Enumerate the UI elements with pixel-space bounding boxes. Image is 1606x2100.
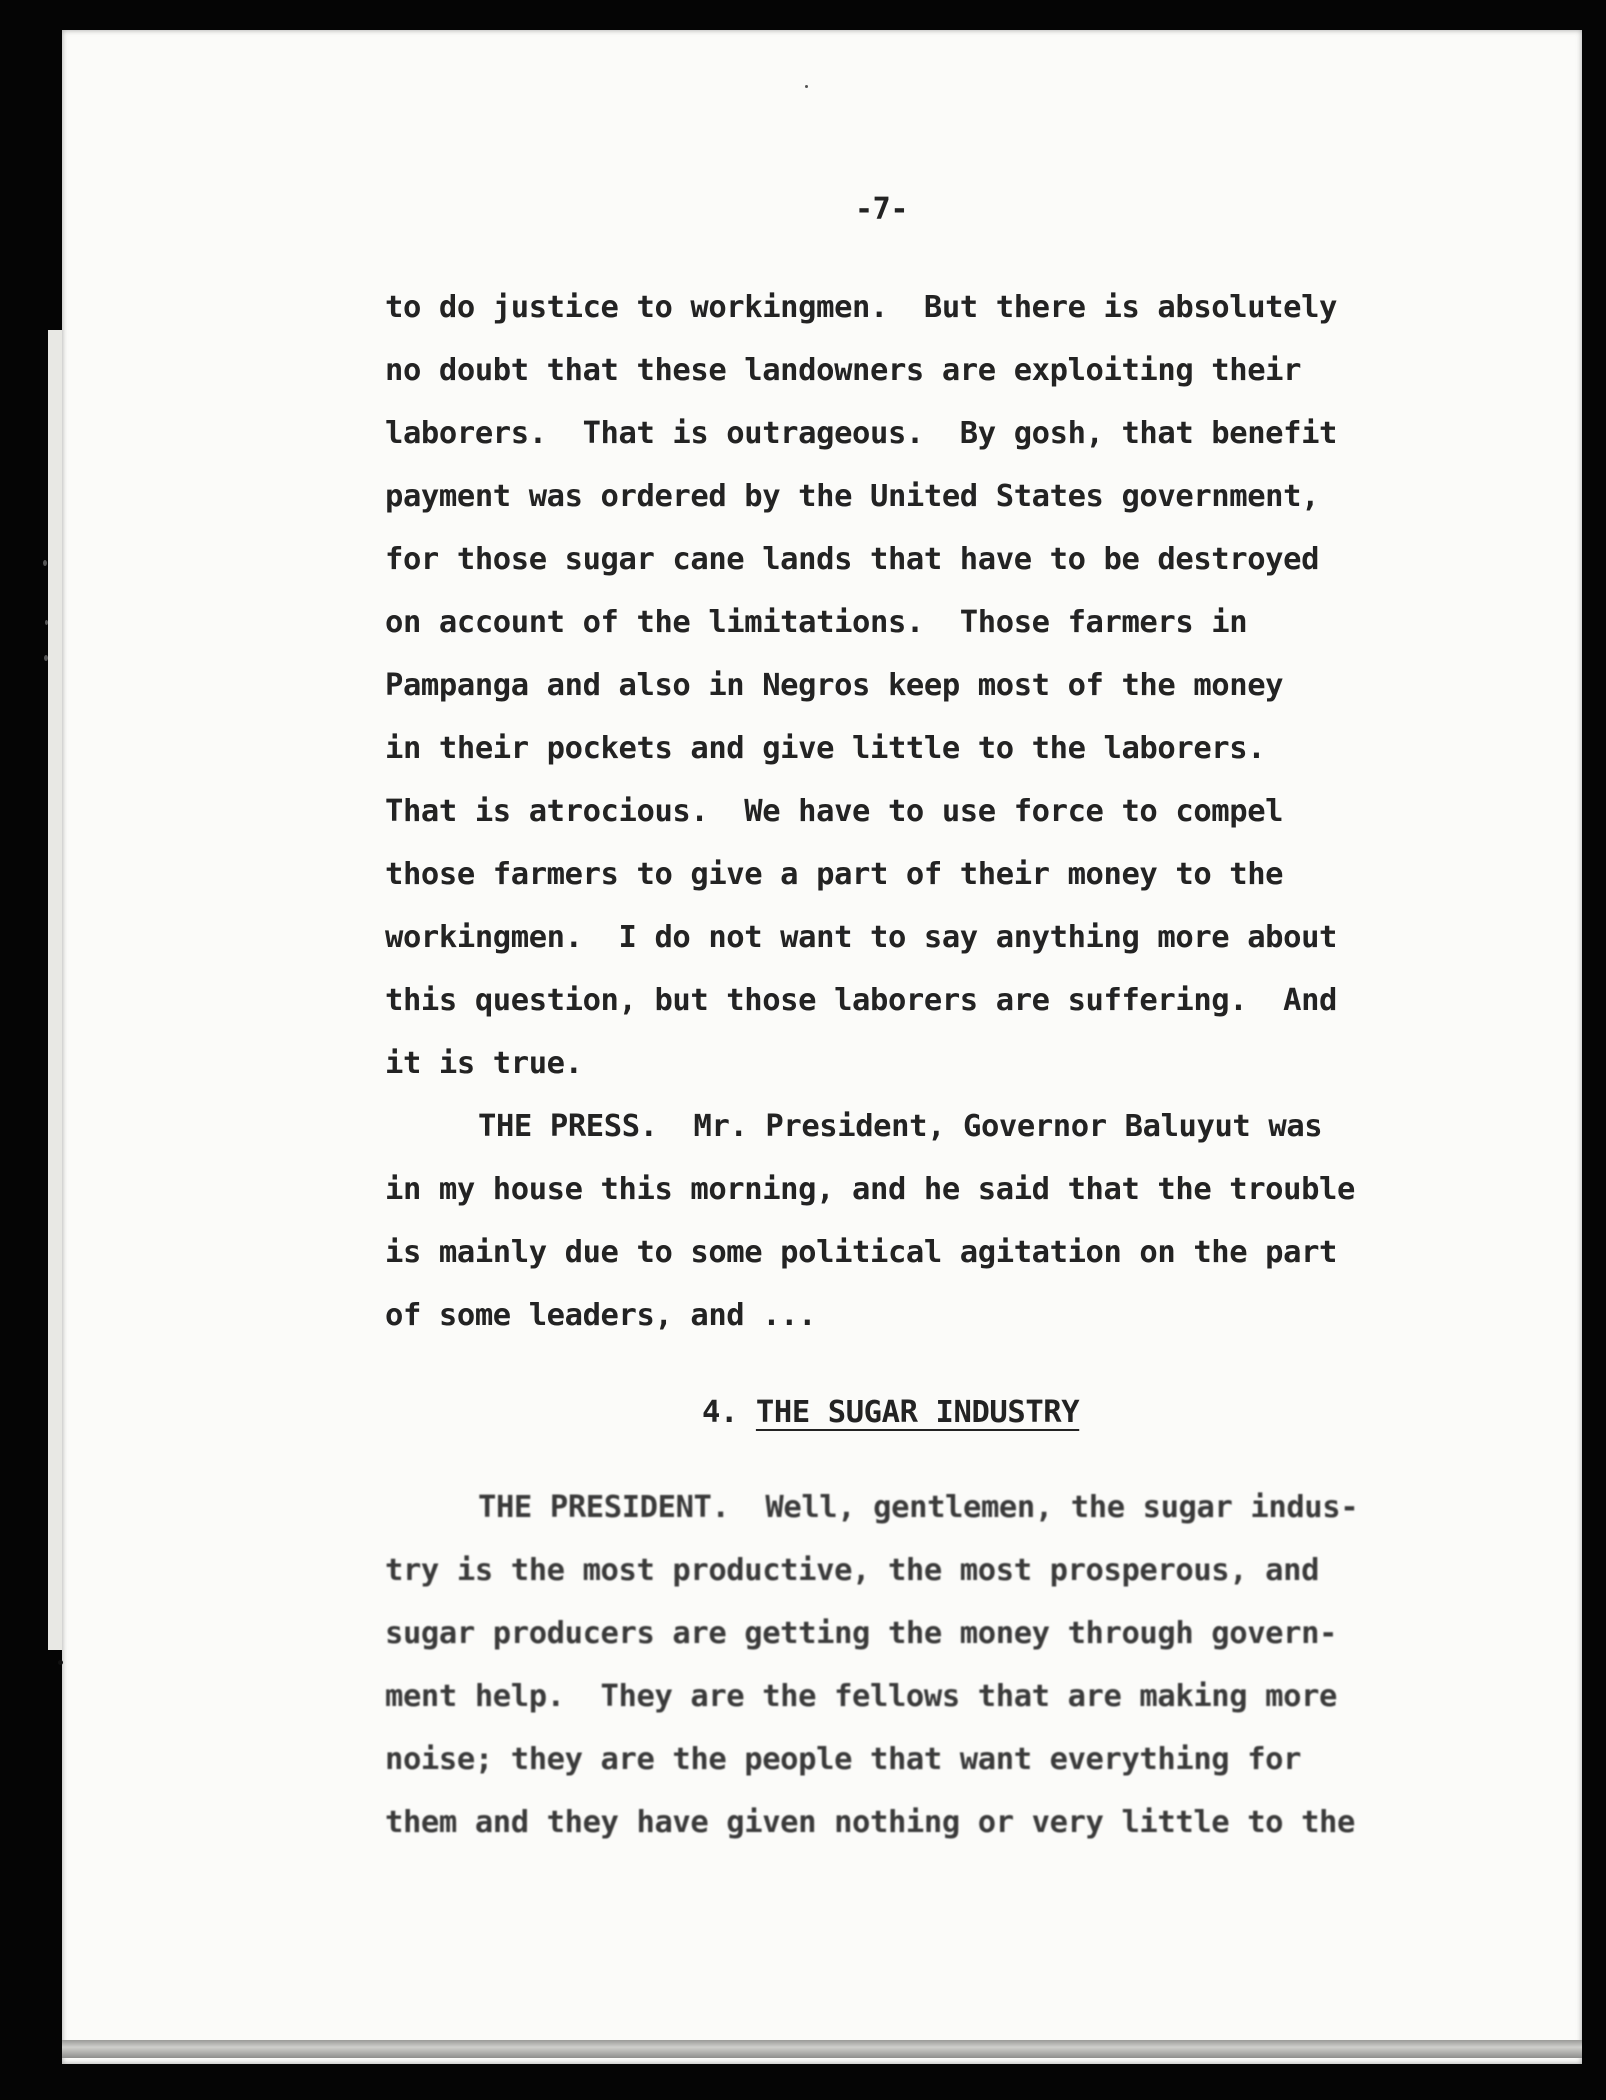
text-line: no doubt that these landowners are exploiting their [385, 353, 1302, 388]
text-line: workingmen. I do not want to say anything more about [385, 920, 1338, 955]
text-line: ment help. They are the fellows that are making more [385, 1679, 1338, 1714]
page-number: -7- [855, 192, 908, 227]
scan-speck [44, 655, 48, 661]
text-line: in their pockets and give little to the laborers. [385, 731, 1266, 766]
text-line: to do justice to workingmen. But there is absolutely [385, 290, 1338, 325]
text-line: sugar producers are getting the money through govern- [385, 1616, 1338, 1651]
scan-speck [58, 1660, 63, 1665]
scan-speck [43, 560, 47, 566]
text-line: Pampanga and also in Negros keep most of the money [385, 668, 1284, 703]
text-line: those farmers to give a part of their money to the [385, 857, 1284, 892]
text-line: this question, but those laborers are suffering. And [385, 983, 1338, 1018]
scan-speck [45, 620, 48, 625]
text-line: on account of the limitations. Those farmers in [385, 605, 1248, 640]
section-heading [702, 1395, 1079, 1430]
text-line: is mainly due to some political agitation on the part [385, 1235, 1338, 1270]
text-line: laborers. That is outrageous. By gosh, that benefit [385, 416, 1338, 451]
scan-speck [805, 85, 808, 88]
text-line: THE PRESS. Mr. President, Governor Baluyut was [478, 1109, 1323, 1144]
text-line: payment was ordered by the United States government, [385, 479, 1320, 514]
text-line: in my house this morning, and he said that the trouble [385, 1172, 1355, 1207]
scan-bottom-strip [62, 2040, 1582, 2058]
heading-title: THE SUGAR INDUSTRY [755, 1395, 1080, 1430]
heading-number: 4. [702, 1395, 738, 1430]
text-line: for those sugar cane lands that have to be destroyed [385, 542, 1320, 577]
text-line: That is atrocious. We have to use force to compel [385, 794, 1284, 829]
text-line: of some leaders, and ... [385, 1298, 817, 1333]
text-line: it is true. [385, 1046, 583, 1081]
text-line: noise; they are the people that want everything for [385, 1742, 1302, 1777]
text-line: them and they have given nothing or very little to the [385, 1805, 1355, 1840]
text-line: THE PRESIDENT. Well, gentlemen, the sugar indus- [478, 1490, 1359, 1525]
text-line: try is the most productive, the most prosperous, and [385, 1553, 1320, 1588]
